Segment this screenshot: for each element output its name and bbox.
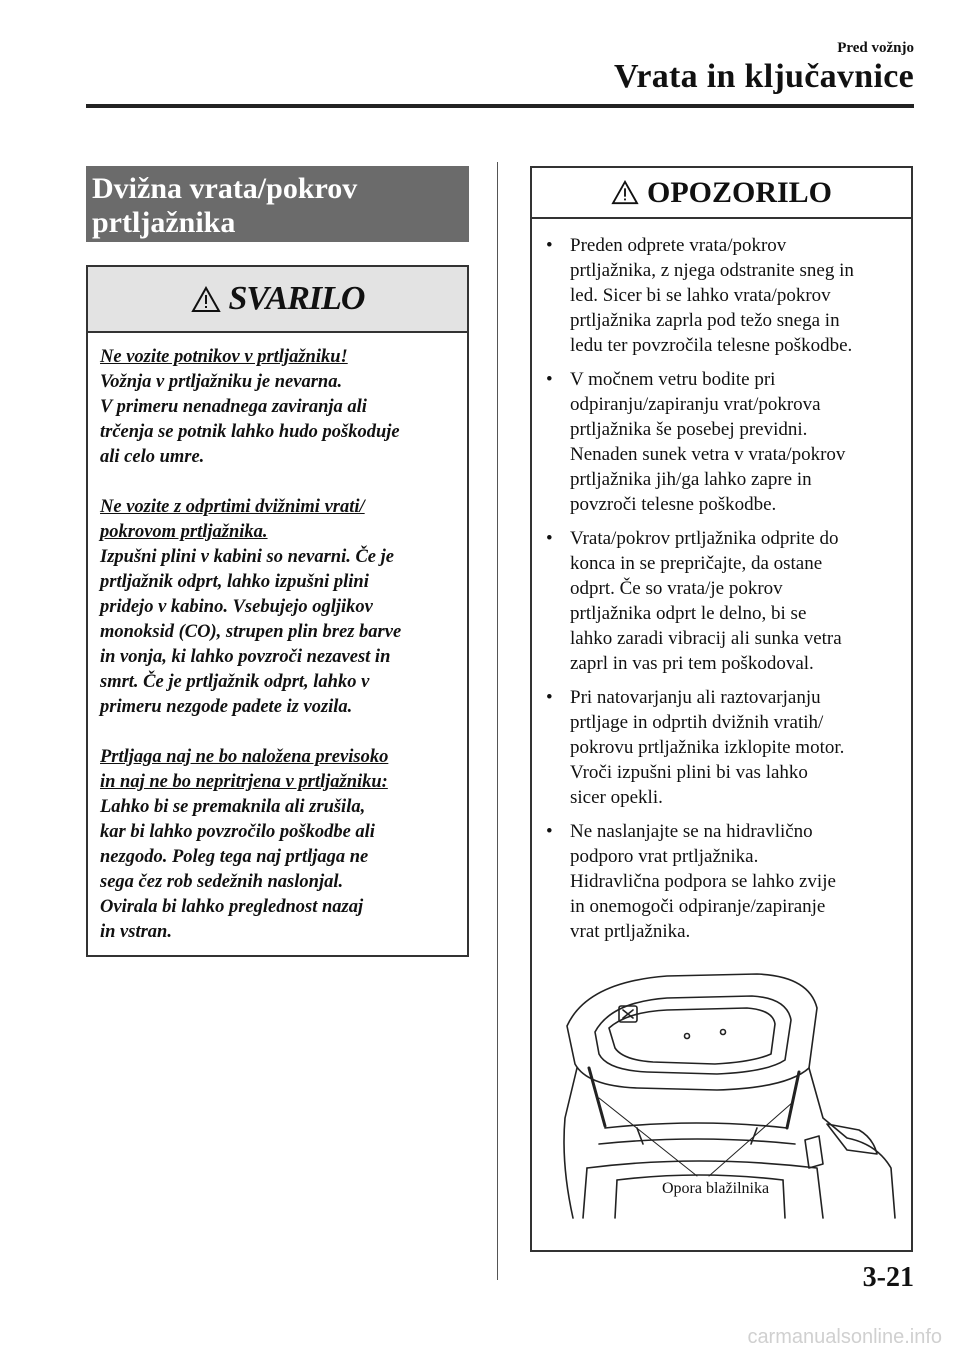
warning-heading: Prtljaga naj ne bo naložena previsoko <box>100 747 389 767</box>
warning-heading: pokrovom prtljažnika. <box>100 522 268 542</box>
caution-line: prtljažnika, z njega odstranite sneg in <box>570 260 854 281</box>
caution-line: prtljage in odprtih dvižnih vratih/ <box>570 712 824 733</box>
warning-line: in vonja, ki lahko povzroči nezavest in <box>100 647 391 667</box>
caution-line: konca in se prepričajte, da ostane <box>570 553 823 574</box>
caution-line: led. Sicer bi se lahko vrata/pokrov <box>570 285 831 306</box>
warning-line: primeru nezgode padete iz vozila. <box>100 697 353 717</box>
header-rule <box>86 104 914 108</box>
caution-line: zaprl in vas pri tem poškodoval. <box>570 653 814 674</box>
caution-line: Preden odprete vrata/pokrov <box>570 235 787 256</box>
caution-line: in onemogoči odpiranje/zapiranje <box>570 896 826 917</box>
warning-paragraph <box>100 345 455 470</box>
warning-heading: Ne vozite potnikov v prtljažniku! <box>100 347 348 367</box>
caution-line: prtljažnika odprt le delno, bi se <box>570 603 807 624</box>
caution-line: odprt. Če so vrata/je pokrov <box>570 578 783 599</box>
caution-line: podporo vrat prtljažnika. <box>570 846 759 867</box>
caution-line: sicer opekli. <box>570 787 663 808</box>
warning-heading: in naj ne bo nepritrjena v prtljažniku: <box>100 772 388 792</box>
bullet: • <box>546 369 553 390</box>
watermark: carmanualsonline.info <box>747 1326 942 1348</box>
warning-line: Ovirala bi lahko preglednost nazaj <box>100 897 364 917</box>
caution-item <box>540 233 901 358</box>
warning-line: in vstran. <box>100 922 172 942</box>
warning-line: Vožnja v prtljažniku je nevarna. <box>100 372 343 392</box>
section-title-line: Dvižna vrata/pokrov <box>92 172 358 205</box>
warning-line: monoksid (CO), strupen plin brez barve <box>100 622 402 642</box>
bullet: • <box>546 821 553 842</box>
caution-line: vrat prtljažnika. <box>570 921 691 942</box>
page-number: 3-21 <box>862 1262 914 1293</box>
caution-line: Vroči izpušni plini bi vas lahko <box>570 762 808 783</box>
bullet: • <box>546 235 553 256</box>
header-title: Vrata in ključavnice <box>613 58 914 95</box>
caution-line: Pri natovarjanju ali raztovarjanju <box>570 687 821 708</box>
figure-caption: Opora blažilnika <box>662 1180 770 1197</box>
warning-header <box>88 267 467 333</box>
warning-line: ali celo umre. <box>100 447 205 467</box>
column-divider <box>497 162 498 1280</box>
warning-line: smrt. Če je prtljažnik odprt, lahko v <box>100 672 370 692</box>
caution-line: Ne naslanjajte se na hidravlično <box>570 821 813 842</box>
bullet: • <box>546 528 553 549</box>
caution-item <box>540 367 901 517</box>
bullet: • <box>546 687 553 708</box>
warning-body <box>88 333 467 945</box>
warning-heading: Ne vozite z odprtimi dvižnimi vrati/ <box>100 497 365 517</box>
warning-label: SVARILO <box>228 280 365 317</box>
warning-line: Izpušni plini v kabini so nevarni. Če je <box>100 547 394 567</box>
caution-item <box>540 819 901 944</box>
caution-line: ledu ter povzročila telesne poškodbe. <box>570 335 853 356</box>
section-title-line: prtljažnika <box>92 206 236 239</box>
warning-line: kar bi lahko povzročilo poškodbe ali <box>100 822 375 842</box>
warning-line: pridejo v kabino. Vsebujejo ogljikov <box>100 597 373 617</box>
warning-line: sega čez rob sedežnih naslonjal. <box>100 872 344 892</box>
caution-line: Nenaden sunek vetra v vrata/pokrov <box>570 444 846 465</box>
caution-line: V močnem vetru bodite pri <box>570 369 776 390</box>
caution-label: OPOZORILO <box>646 175 833 209</box>
caution-line: odpiranju/zapiranju vrat/pokrova <box>570 394 821 415</box>
warning-paragraph <box>100 745 455 945</box>
warning-line: prtljažnik odprt, lahko izpušni plini <box>100 572 369 592</box>
caution-line: prtljažnika še posebej previdni. <box>570 419 808 440</box>
caution-line: prtljažnika jih/ga lahko zapre in <box>570 469 812 490</box>
caution-item <box>540 526 901 676</box>
caution-line: pokrovu prtljažnika izklopite motor. <box>570 737 845 758</box>
header-subtitle: Pred vožnjo <box>837 40 914 56</box>
warning-line: trčenja se potnik lahko hudo poškoduje <box>100 422 400 442</box>
warning-paragraph <box>100 495 455 720</box>
caution-line: lahko zaradi vibracij ali sunka vetra <box>570 628 842 649</box>
caution-line: prtljažnika zaprla pod težo snega in <box>570 310 840 331</box>
warning-line: Lahko bi se premaknila ali zrušila, <box>100 797 366 817</box>
caution-header <box>532 168 911 219</box>
warning-line: nezgodo. Poleg tega naj prtljaga ne <box>100 847 369 867</box>
section-title-box <box>86 166 469 242</box>
warning-box <box>86 265 469 957</box>
caution-list <box>532 219 911 944</box>
caution-line: Hidravlična podpora se lahko zvije <box>570 871 836 892</box>
caution-item <box>540 685 901 810</box>
warning-line: V primeru nenadnega zaviranja ali <box>100 397 367 417</box>
warning-triangle-icon <box>191 286 221 313</box>
warning-triangle-icon <box>611 180 639 205</box>
caution-line: povzroči telesne poškodbe. <box>570 494 777 515</box>
caution-line: Vrata/pokrov prtljažnika odprite do <box>570 528 839 549</box>
